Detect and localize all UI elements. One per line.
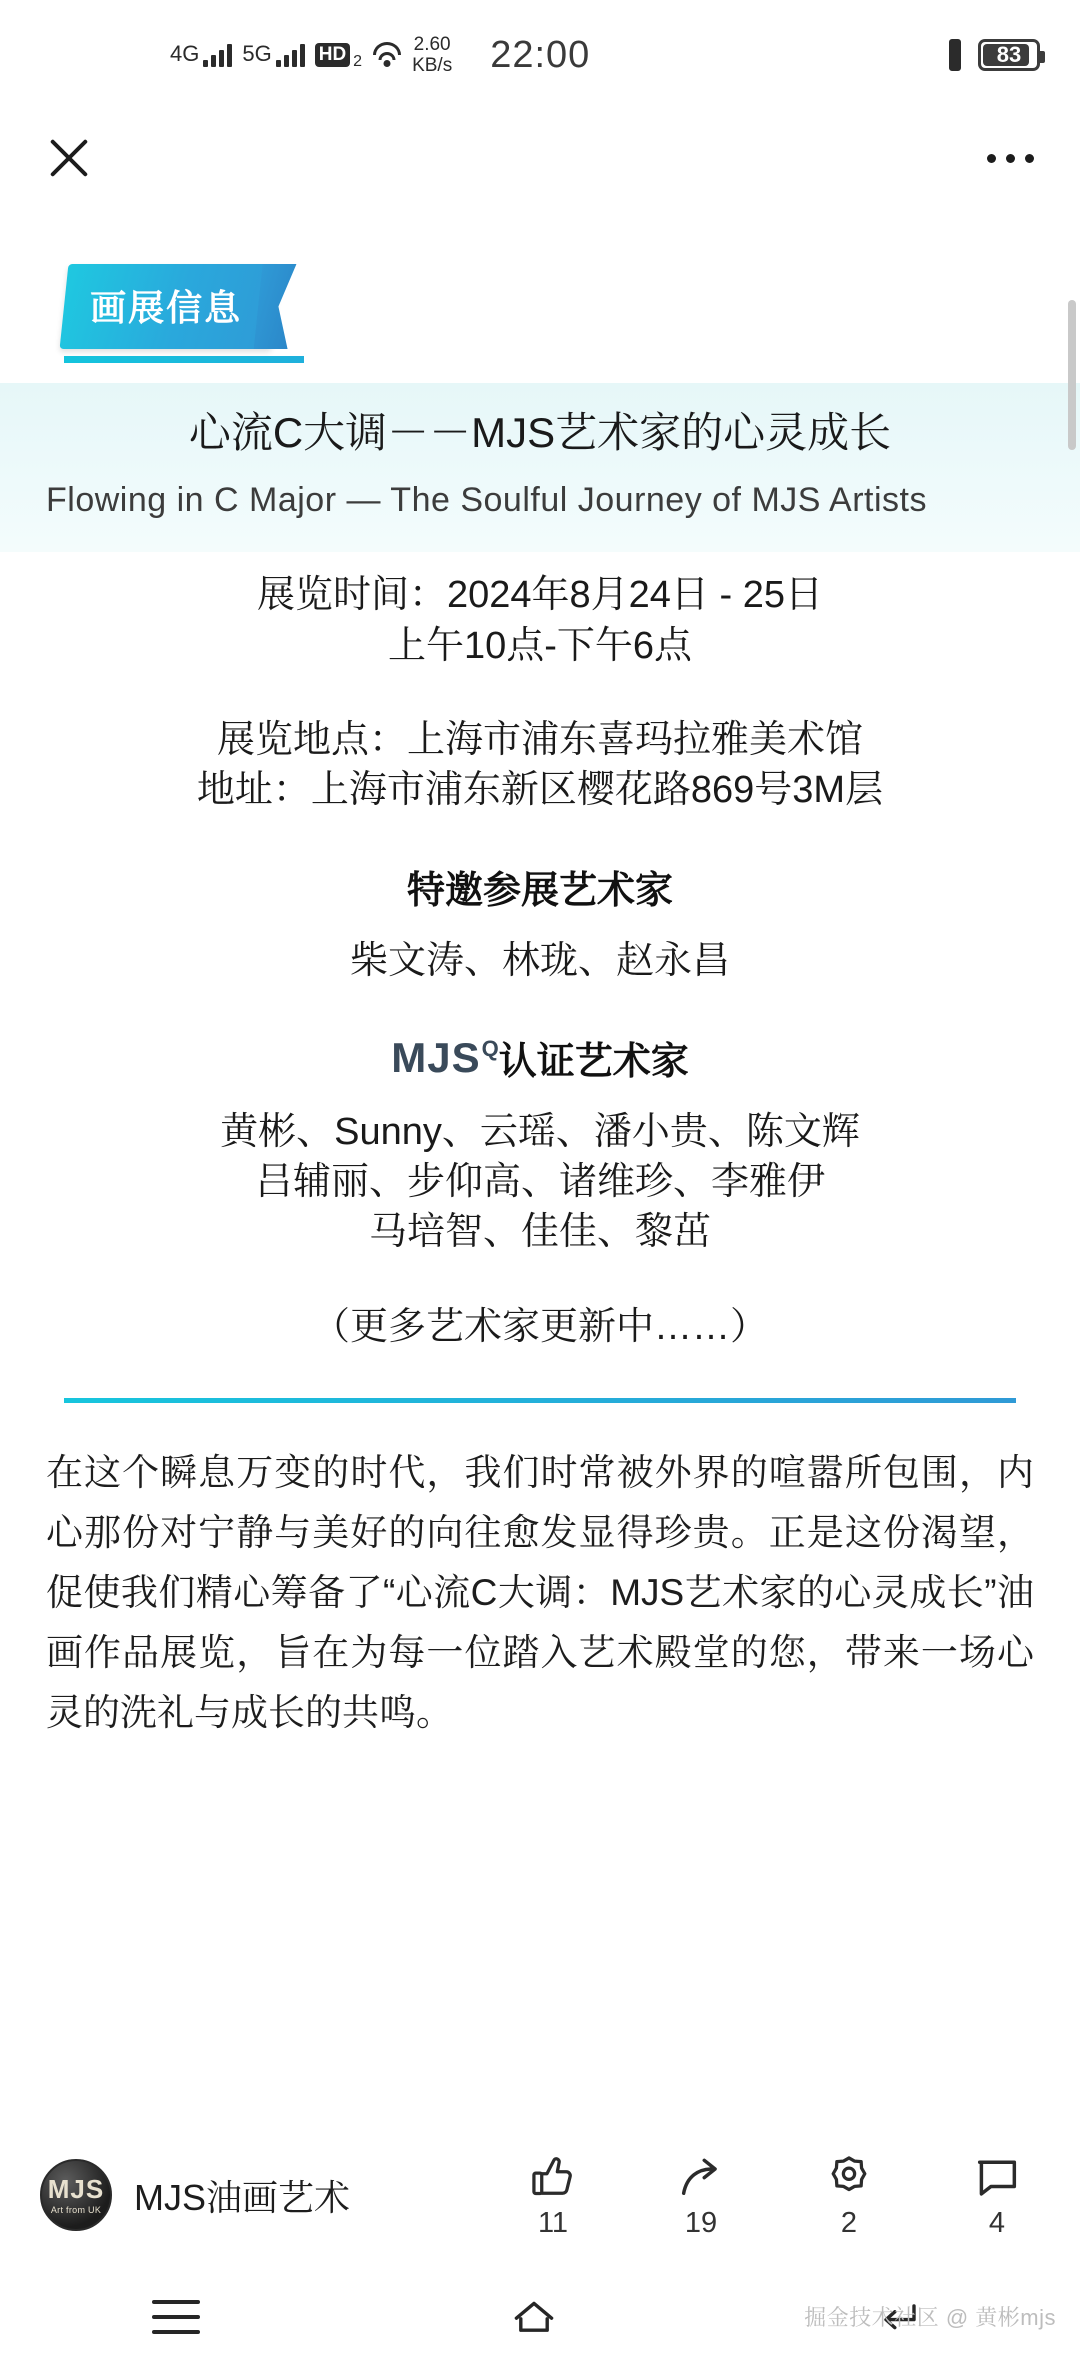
exhibition-title-en: Flowing in C Major — The Soulful Journey of MJS Artists xyxy=(46,480,927,519)
section-ribbon xyxy=(0,264,1080,349)
recent-apps-icon[interactable] xyxy=(152,2300,200,2334)
mjs-logo xyxy=(391,1034,498,1082)
certified-artists-line2: 吕辅丽、步仰高、诸维珍、李雅伊 xyxy=(254,1161,825,1204)
share-icon xyxy=(675,2151,727,2203)
page-scrollbar[interactable] xyxy=(1068,300,1076,450)
status-bar xyxy=(0,0,1080,110)
close-icon[interactable] xyxy=(46,135,92,181)
signal-5g-bars xyxy=(276,43,305,67)
exhibition-info xyxy=(0,570,1080,1351)
network-speed xyxy=(412,34,452,77)
ribbon-label: 画展信息 xyxy=(90,287,243,328)
share-button[interactable] xyxy=(658,2151,744,2240)
exhibition-title-cn: 心流C大调－－MJS艺术家的心灵成长 xyxy=(188,409,892,456)
share-count: 19 xyxy=(684,2206,718,2239)
battery-percent: 83 xyxy=(996,42,1022,67)
network-speed-value: 2.60 xyxy=(413,33,451,55)
reward-button[interactable] xyxy=(806,2151,892,2240)
certified-artists-line3: 马培智、佳佳、黎茁 xyxy=(368,1211,711,1254)
guest-artists-names: 柴文涛、林珑、赵永昌 xyxy=(349,940,730,982)
battery-icon xyxy=(978,39,1040,71)
article-body-text: 在这个瞬息万变的时代，我们时常被外界的喧嚣所包围，内心那份对宁静与美好的向往愈发显得珍贵。正是这份渴望，促使我们精心筹备了“心流C大调：MJS艺术家的心灵成长”油画作品展览，旨在为每一位踏入艺术殿堂的您，带来一场心灵的洗礼与成长的共鸣。 xyxy=(46,1451,1034,1733)
ribbon-badge xyxy=(60,264,281,349)
section-divider xyxy=(64,1398,1016,1403)
like-button[interactable] xyxy=(510,2151,596,2240)
guest-artists-heading: 特邀参展艺术家 xyxy=(406,870,673,912)
author-block[interactable] xyxy=(40,2159,350,2231)
avatar[interactable] xyxy=(40,2159,112,2231)
thumbs-up-icon xyxy=(527,2151,579,2203)
hd-sub-label: 2 xyxy=(353,52,363,70)
signal-4g-label: 4G xyxy=(170,41,200,66)
author-name: MJS油画艺术 xyxy=(134,2176,351,2218)
article-action-bar xyxy=(0,2132,1080,2258)
more-artists-note: （更多艺术家更新中……） xyxy=(311,1305,768,1348)
signal-5g xyxy=(242,43,304,67)
certified-artists-heading xyxy=(0,1030,1080,1085)
status-bar-left xyxy=(170,34,590,77)
watermark: 掘金技术社区 @ 黄彬mjs xyxy=(804,2305,1056,2330)
wifi-icon xyxy=(372,43,402,67)
comment-icon xyxy=(971,2151,1023,2203)
signal-4g-bars xyxy=(203,43,232,67)
certified-artists-line1: 黄彬、Sunny、云瑶、潘小贵、陈文辉 xyxy=(220,1111,860,1154)
mjs-logo-mark: Q xyxy=(481,1035,500,1061)
status-bar-clock: 22:00 xyxy=(490,33,591,76)
network-speed-unit: KB/s xyxy=(412,55,453,76)
like-count: 11 xyxy=(537,2206,569,2239)
volte-hd-icon xyxy=(315,43,363,70)
reward-count: 2 xyxy=(840,2206,858,2239)
signal-5g-label: 5G xyxy=(242,41,272,66)
avatar-text: MJS xyxy=(47,2173,105,2204)
exhibition-place: 展览地点：上海市浦东喜玛拉雅美术馆 xyxy=(216,718,863,761)
reward-icon xyxy=(823,2151,875,2203)
app-top-bar xyxy=(0,110,1080,206)
more-options-icon[interactable] xyxy=(987,154,1034,163)
action-buttons xyxy=(510,2151,1040,2240)
exhibition-title-block xyxy=(0,383,1080,552)
vibrate-mode-icon xyxy=(944,39,966,71)
exhibition-time-line1: 展览时间：2024年8月24日 - 25日 xyxy=(257,574,823,617)
exhibition-address: 地址：上海市浦东新区樱花路869号3M层 xyxy=(196,768,884,811)
exhibition-time-line2: 上午10点-下午6点 xyxy=(387,624,693,667)
status-bar-right xyxy=(944,39,1040,71)
comment-count: 4 xyxy=(988,2206,1006,2239)
comment-button[interactable] xyxy=(954,2151,1040,2240)
ribbon-underline xyxy=(64,356,304,363)
signal-4g xyxy=(170,43,232,67)
hd-label: HD xyxy=(315,43,350,67)
mjs-logo-text: MJS xyxy=(391,1033,481,1081)
certified-artists-heading-text: 认证艺术家 xyxy=(498,1041,689,1084)
article-content xyxy=(0,264,1080,1742)
home-icon[interactable] xyxy=(504,2293,564,2341)
avatar-subtext: Art from UK xyxy=(50,2204,102,2215)
